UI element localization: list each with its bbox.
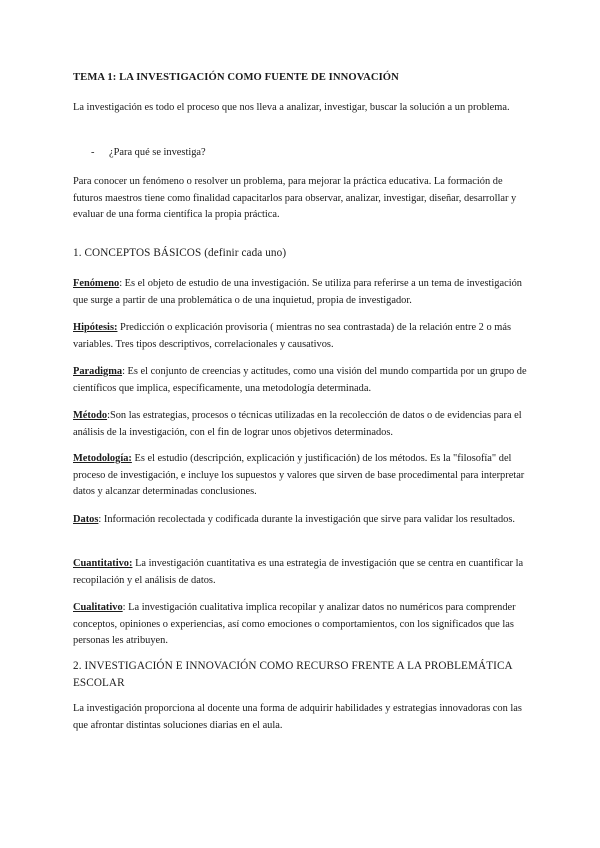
bullet-text: ¿Para qué se investiga? [109, 147, 206, 158]
closing-paragraph: La investigación proporciona al docente una forma de adquirir habilidades y estrategias innovadoras con las que afrontar distintas soluciones diarias en el aula. [73, 703, 522, 731]
concept-term: Datos [73, 514, 99, 525]
concept-definition: Es el estudio (descripción, explicación y justificación) de los métodos. Es la "filosofía" del proceso de investigación, e incluye los supuestos y valores que sirven de base procedimental para interpretar datos y alcanzar determinadas conclusiones. [73, 453, 525, 497]
concept-term: Fenómeno [73, 278, 120, 289]
concept-metodo [73, 408, 533, 441]
concept-metodologia [73, 451, 533, 501]
concept-definition: La investigación cuantitativa es una estrategia de investigación que se centra en cuantificar la recopilación y el análisis de datos. [73, 558, 524, 586]
concept-definition: :Son las estrategias, procesos o técnicas utilizadas en la recolección de datos o de evidencias para el análisis de la investigación, con el fin de lograr unos objetivos determinados. [73, 410, 522, 438]
concept-cuantitativo [73, 556, 533, 589]
answer-paragraph: Para conocer un fenómeno o resolver un problema, para mejorar la práctica educativa. La formación de futuros maestros tiene como finalidad capacitarlos para observar, analizar, investigar, diseñar, desarrollar y evaluar de una forma científica la propia práctica. [73, 176, 517, 220]
concept-fenomeno [73, 276, 533, 309]
concept-term: Cuantitativo: [73, 558, 133, 569]
page-title: TEMA 1: LA INVESTIGACIÓN COMO FUENTE DE INNOVACIÓN [73, 72, 399, 83]
concept-term: Método [73, 410, 108, 421]
bullet-dash: - [91, 147, 95, 158]
concept-definition: : Es el conjunto de creencias y actitudes, como una visión del mundo compartida por un grupo de científicos que implica, específicamente, una metodología determinada. [73, 366, 527, 394]
concept-datos [73, 512, 533, 529]
concept-paradigma [73, 364, 533, 397]
intro-paragraph: La investigación es todo el proceso que nos lleva a analizar, investigar, buscar la solución a un problema. [73, 102, 510, 113]
concept-term: Cualitativo [73, 602, 123, 613]
concept-term: Hipótesis: [73, 322, 118, 333]
concept-definition: : Es el objeto de estudio de una investigación. Se utiliza para referirse a un tema de investigación que surge a partir de una problemática o de una inquietud, propia de investigador. [73, 278, 522, 306]
concept-definition: : Información recolectada y codificada durante la investigación que sirve para validar los resultados. [98, 514, 516, 525]
concept-term: Metodología: [73, 453, 132, 464]
concept-definition: Predicción o explicación provisoria ( mientras no sea contrastada) de la relación entre 2 o más variables. Tres tipos descriptivos, correlacionales y causativos. [73, 322, 511, 350]
concept-cualitativo [73, 600, 533, 650]
section-heading-2: 2. INVESTIGACIÓN E INNOVACIÓN COMO RECURSO FRENTE A LA PROBLEMÁTICA ESCOLAR [73, 660, 513, 689]
concept-definition: : La investigación cualitativa implica recopilar y analizar datos no numéricos para comprender conceptos, opiniones o experiencias, así como emociones o comportamientos, con los significados que las personas les atribuyen. [73, 602, 516, 646]
bullet-item [91, 145, 206, 161]
section-heading-1: 1. CONCEPTOS BÁSICOS (definir cada uno) [73, 247, 287, 259]
concept-term: Paradigma [73, 366, 123, 377]
concept-hipotesis [73, 320, 533, 353]
